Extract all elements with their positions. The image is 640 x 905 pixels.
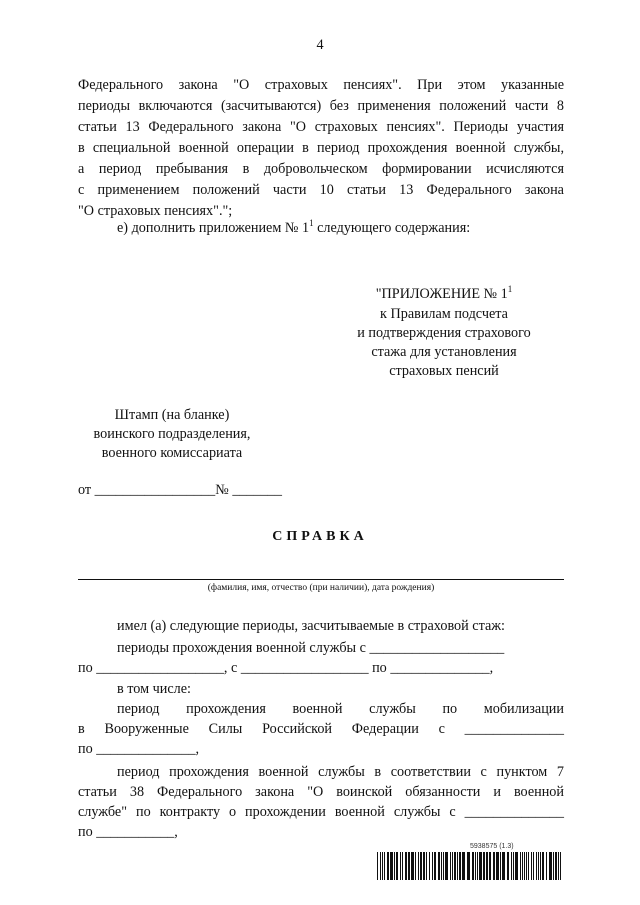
intro-line: с применением положений части 10 статьи 13 Федерального закона [78,182,564,198]
had-periods-line: имел (а) следующие периоды, засчитываемые в страховой стаж: [117,618,505,634]
stamp-line: воинского подразделения, [93,426,251,442]
name-caption: (фамилия, имя, отчество (при наличии), дата рождения) [207,583,435,593]
stamp-line: Штамп (на бланке) [114,407,230,423]
appendix-heading-text: "ПРИЛОЖЕНИЕ № 1 [375,286,508,302]
appendix-line: и подтверждения страхового [357,325,531,341]
item-e-tail: следующего содержания: [313,220,471,236]
appendix-line: страховых пенсий [389,363,499,379]
item-e-sup: 1 [309,218,314,228]
service-periods-line: периоды прохождения военной службы с ___________________ [117,640,505,656]
page-number: 4 [316,37,324,53]
item-e-text: е) дополнить приложением № 1 [117,220,310,236]
contract-line: по ___________, [78,824,178,840]
name-underline [78,579,564,580]
certificate-title: СПРАВКА [272,529,368,544]
intro-line: периоды включаются (засчитываются) без применения положений части 8 [78,98,564,114]
barcode-icon [377,852,561,880]
intro-line: а период пребывания в добровольческом формировании исчисляются [78,161,564,177]
stamp-line: военного комиссариата [101,445,243,461]
mobilization-line: по ______________, [78,741,200,757]
appendix-line: к Правилам подсчета [380,306,508,322]
item-e [117,219,470,237]
appendix-heading [330,285,558,303]
appendix-line: стажа для установления [371,344,517,360]
barcode-number: 5938575 (1.3) [470,843,514,850]
mobilization-line: в Вооруженные Силы Российской Федерации с ______________ [78,721,564,737]
service-periods-line: по __________________, с __________________ по ______________, [78,660,494,676]
contract-line: службе" по контракту о прохождении военной службы с ______________ [78,804,564,820]
intro-line: статьи 13 Федерального закона "О страховых пенсиях". Периоды участия [78,119,564,135]
intro-line: Федерального закона "О страховых пенсиях". При этом указанные [78,77,564,93]
contract-line: статьи 38 Федерального закона "О воинской обязанности и военной [78,784,564,800]
intro-line: в специальной военной операции в период прохождения военной службы, [78,140,564,156]
appendix-heading-sup: 1 [507,284,513,294]
mobilization-line: период прохождения военной службы по мобилизации [117,701,564,717]
from-number-line: от _________________№ _______ [78,482,282,498]
intro-last-line: "О страховых пенсиях"."; [78,203,233,219]
including-line: в том числе: [117,681,191,697]
contract-line: период прохождения военной службы в соответствии с пунктом 7 [117,764,564,780]
